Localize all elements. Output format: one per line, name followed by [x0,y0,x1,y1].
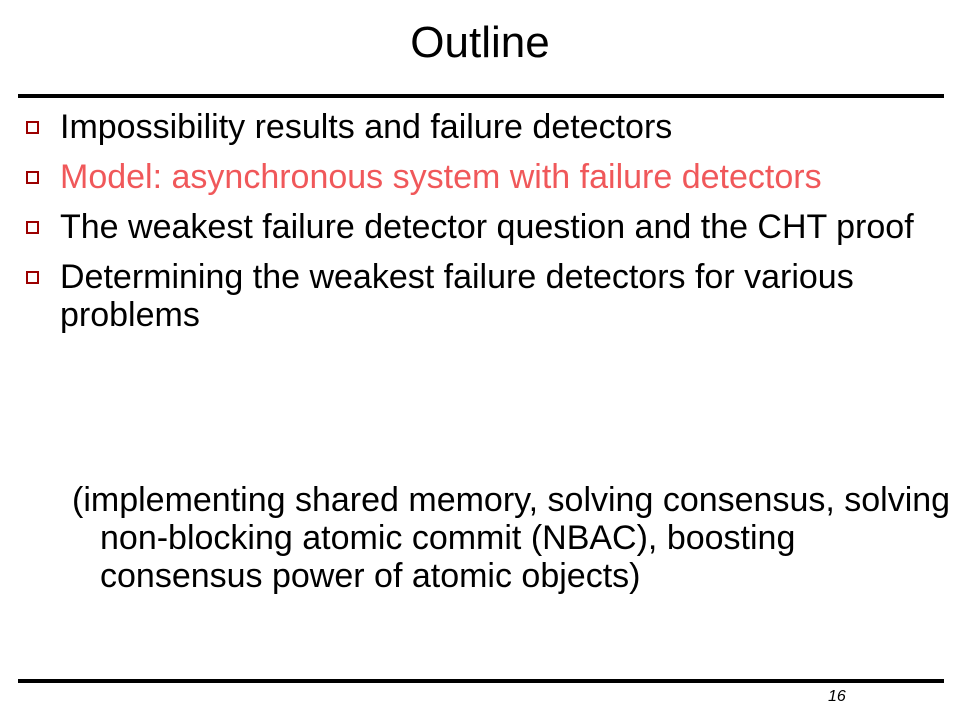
checkbox-square-icon [26,121,39,134]
bullet-list [22,108,938,346]
slide-title: Outline [410,18,550,67]
bullet-item-highlighted [22,158,938,196]
checkbox-square-icon [26,221,39,234]
bullet-item [22,258,938,334]
bullet-subtext: (implementing shared memory, solving consensus, solving non-blocking atomic commit (NBAC), boosting consensus power of atomic objects) [72,481,951,595]
bullet-text: Impossibility results and failure detectors [60,108,673,146]
bullet-text: The weakest failure detector question and the CHT proof [60,208,914,246]
bullet-text: Determining the weakest failure detectors for various problems [60,258,854,334]
bullet-item [22,108,938,146]
top-divider [18,94,944,98]
checkbox-square-icon [26,171,39,184]
bullet-text: Model: asynchronous system with failure detectors [60,158,822,196]
checkbox-square-icon [26,271,39,284]
bottom-divider [18,679,944,683]
bullet-item [22,208,938,246]
page-number: 16 [828,688,846,705]
